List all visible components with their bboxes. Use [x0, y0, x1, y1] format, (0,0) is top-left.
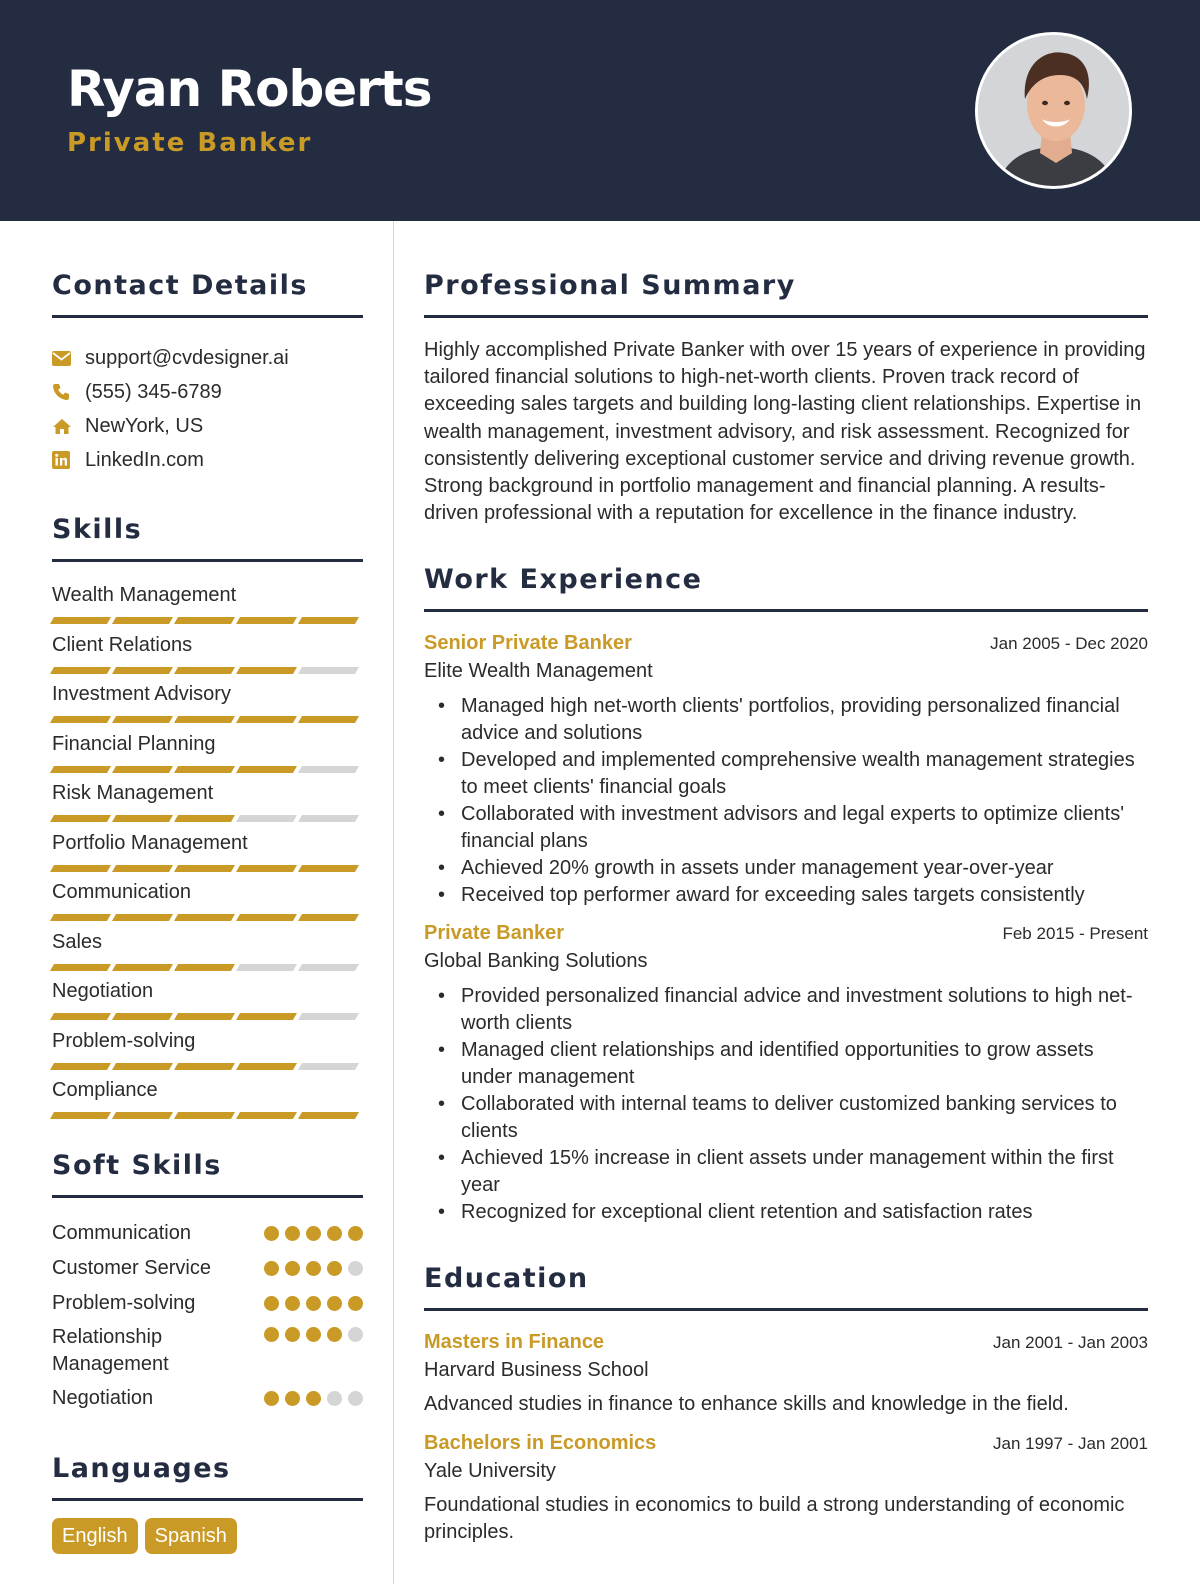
skill-level-segment	[298, 865, 359, 872]
job-bullet: • Collaborated with investment advisors and legal experts to optimize clients' financial plans	[424, 801, 1148, 855]
education-entry	[424, 1331, 1148, 1418]
languages-rule	[52, 1498, 363, 1501]
soft-skills-list	[52, 1216, 363, 1416]
contact-title: Contact Details	[52, 270, 308, 301]
rating-dot	[327, 1261, 342, 1276]
job-bullets	[424, 693, 1148, 909]
summary-section	[424, 270, 1148, 527]
contact-location-text: NewYork, US	[85, 414, 204, 437]
soft-skill-name: Problem-solving	[52, 1291, 196, 1314]
job-role: Private Banker	[424, 922, 565, 945]
rating-dot	[264, 1327, 279, 1342]
skill-level-segment	[236, 815, 297, 822]
skill-item	[52, 1076, 363, 1126]
soft-skill-row	[52, 1251, 363, 1286]
skill-level-segment	[112, 617, 173, 624]
education-school: Yale University	[424, 1460, 556, 1483]
education-degree: Bachelors in Economics	[424, 1432, 657, 1455]
education-title: Education	[424, 1263, 589, 1295]
left-column	[52, 270, 363, 1554]
soft-skill-rating	[264, 1327, 363, 1342]
skill-item	[52, 779, 363, 829]
rating-dot	[348, 1226, 363, 1241]
skill-level-segment	[174, 964, 235, 971]
skill-level-segment	[112, 815, 173, 822]
skill-level-segment	[112, 1063, 173, 1070]
education-rule	[424, 1308, 1148, 1311]
skill-level-bar	[52, 964, 363, 971]
soft-skills-title: Soft Skills	[52, 1149, 222, 1181]
resume-header	[0, 0, 1200, 221]
skill-level-bar	[52, 1063, 363, 1070]
skill-level-bar	[52, 914, 363, 921]
rating-dot	[285, 1261, 300, 1276]
languages-list	[52, 1518, 363, 1554]
rating-dot	[306, 1261, 321, 1276]
skill-level-segment	[236, 1013, 297, 1020]
skill-name: Compliance	[52, 1079, 158, 1101]
job-bullet: • Managed client relationships and identified opportunities to grow assets under management	[424, 1037, 1148, 1091]
soft-skill-rating	[264, 1226, 363, 1241]
contact-phone[interactable]	[52, 375, 363, 409]
skill-level-segment	[112, 914, 173, 921]
skill-level-segment	[112, 1112, 173, 1119]
languages-title: Languages	[52, 1452, 231, 1484]
column-divider	[393, 221, 394, 1584]
skill-level-segment	[50, 865, 111, 872]
soft-skill-row	[52, 1286, 363, 1321]
skill-level-segment	[174, 914, 235, 921]
skill-name: Negotiation	[52, 980, 154, 1002]
languages-section	[52, 1453, 363, 1554]
experience-rule	[424, 609, 1148, 612]
rating-dot	[264, 1226, 279, 1241]
job-entry	[424, 632, 1148, 909]
contact-phone-text: (555) 345-6789	[85, 380, 222, 403]
contact-email[interactable]	[52, 341, 363, 375]
skill-level-segment	[298, 815, 359, 822]
skill-item	[52, 878, 363, 928]
skill-level-segment	[174, 716, 235, 723]
skill-level-segment	[298, 914, 359, 921]
rating-dot	[306, 1226, 321, 1241]
candidate-title: Private Banker	[67, 128, 313, 158]
skill-level-bar	[52, 766, 363, 773]
skill-level-bar	[52, 716, 363, 723]
skill-level-segment	[236, 914, 297, 921]
skill-level-segment	[236, 667, 297, 674]
skill-level-segment	[174, 865, 235, 872]
envelope-icon	[52, 351, 85, 366]
skill-name: Risk Management	[52, 782, 214, 804]
skills-section	[52, 514, 363, 1126]
skill-level-segment	[50, 1063, 111, 1070]
skill-item	[52, 631, 363, 681]
rating-dot	[348, 1261, 363, 1276]
skill-name: Problem-solving	[52, 1029, 196, 1052]
skill-level-segment	[174, 617, 235, 624]
experience-section	[424, 564, 1148, 1226]
education-date: Jan 1997 - Jan 2001	[992, 1434, 1148, 1454]
soft-skill-rating	[264, 1261, 363, 1276]
job-role: Senior Private Banker	[424, 632, 632, 655]
job-bullet: • Managed high net-worth clients' portfolios, providing personalized financial advice and solutions	[424, 693, 1148, 747]
skill-level-bar	[52, 667, 363, 674]
skill-item	[52, 680, 363, 730]
skill-level-segment	[50, 716, 111, 723]
rating-dot	[327, 1296, 342, 1311]
soft-skill-name: Customer Service	[52, 1256, 211, 1279]
soft-skill-row	[52, 1321, 363, 1381]
skill-name: Sales	[52, 930, 103, 953]
job-bullet: • Provided personalized financial advice and investment solutions to high net-worth clients	[424, 983, 1148, 1037]
skill-level-segment	[236, 1063, 297, 1070]
rating-dot	[348, 1296, 363, 1311]
rating-dot	[285, 1226, 300, 1241]
candidate-name: Ryan Roberts	[67, 60, 432, 118]
rating-dot	[327, 1327, 342, 1342]
rating-dot	[306, 1327, 321, 1342]
skill-level-bar	[52, 617, 363, 624]
education-description: Advanced studies in finance to enhance skills and knowledge in the field.	[424, 1393, 1069, 1416]
education-section	[424, 1263, 1148, 1546]
summary-title: Professional Summary	[424, 270, 796, 301]
skill-item	[52, 581, 363, 631]
skill-level-bar	[52, 865, 363, 872]
skill-item	[52, 977, 363, 1027]
skill-level-segment	[298, 1112, 359, 1119]
job-bullets	[424, 983, 1148, 1226]
rating-dot	[264, 1261, 279, 1276]
job-bullet: • Achieved 15% increase in client assets under management within the first year	[424, 1145, 1148, 1199]
soft-skill-name: Communication	[52, 1221, 191, 1244]
skill-level-segment	[50, 1013, 111, 1020]
contact-location	[52, 409, 363, 443]
skill-level-segment	[236, 617, 297, 624]
rating-dot	[327, 1226, 342, 1241]
skill-level-segment	[112, 667, 173, 674]
soft-skill-row	[52, 1216, 363, 1251]
skill-level-segment	[112, 716, 173, 723]
skill-name: Financial Planning	[52, 732, 216, 755]
education-degree: Masters in Finance	[424, 1331, 605, 1354]
soft-skill-rating	[264, 1296, 363, 1311]
experience-title: Work Experience	[424, 564, 703, 596]
skill-level-segment	[174, 815, 235, 822]
job-company: Elite Wealth Management	[424, 660, 653, 683]
job-date: Jan 2005 - Dec 2020	[990, 634, 1148, 654]
summary-rule	[424, 315, 1148, 318]
skill-level-segment	[236, 1112, 297, 1119]
skill-level-segment	[298, 766, 359, 773]
soft-skill-rating	[264, 1391, 363, 1406]
skill-item	[52, 928, 363, 978]
skill-level-segment	[112, 964, 173, 971]
rating-dot	[327, 1391, 342, 1406]
skill-item	[52, 1027, 363, 1077]
skill-name: Wealth Management	[52, 584, 237, 606]
rating-dot	[285, 1296, 300, 1311]
language-badge: Spanish	[145, 1518, 237, 1554]
skill-level-segment	[112, 766, 173, 773]
soft-skills-section	[52, 1150, 363, 1416]
skill-level-bar	[52, 1112, 363, 1119]
skill-level-segment	[298, 667, 359, 674]
skill-level-segment	[50, 964, 111, 971]
education-date: Jan 2001 - Jan 2003	[992, 1333, 1148, 1353]
soft-skill-row	[52, 1381, 363, 1416]
skill-level-segment	[174, 1013, 235, 1020]
contact-section	[52, 270, 363, 477]
right-column	[424, 270, 1148, 1546]
skills-rule	[52, 559, 363, 562]
skill-level-segment	[298, 1013, 359, 1020]
skill-level-segment	[112, 865, 173, 872]
rating-dot	[285, 1327, 300, 1342]
rating-dot	[264, 1296, 279, 1311]
soft-skill-name: Relationship Management	[52, 1325, 169, 1375]
job-entry	[424, 922, 1148, 1226]
contact-email-text: support@cvdesigner.ai	[85, 346, 289, 369]
skill-level-segment	[174, 667, 235, 674]
person-portrait-icon	[975, 32, 1132, 189]
contact-linkedin[interactable]	[52, 443, 363, 477]
rating-dot	[348, 1327, 363, 1342]
skill-item	[52, 730, 363, 780]
job-bullet: • Developed and implemented comprehensive wealth management strategies to meet clients' financial goals	[424, 747, 1148, 801]
skill-level-segment	[50, 766, 111, 773]
rating-dot	[306, 1296, 321, 1311]
education-description: Foundational studies in economics to build a strong understanding of economic principles.	[424, 1494, 1125, 1544]
skill-level-segment	[298, 964, 359, 971]
linkedin-icon	[52, 451, 85, 469]
skill-item	[52, 829, 363, 879]
skill-name: Client Relations	[52, 633, 193, 656]
rating-dot	[285, 1391, 300, 1406]
skill-name: Portfolio Management	[52, 831, 248, 854]
soft-skills-rule	[52, 1195, 363, 1198]
summary-text: Highly accomplished Private Banker with over 15 years of experience in providing tailored financial solutions to high-net-worth clients. Proven track record of exceeding sales targets and building long-lasting client relationships. Expertise in wealth management, investment advisory, and risk assessment. Recognized for consistently delivering exceptional customer service and driving revenue growth. Strong background in portfolio management and financial planning. A results-driven professional with a reputation for excellence in the finance industry.	[424, 339, 1146, 525]
rating-dot	[348, 1391, 363, 1406]
skill-level-bar	[52, 1013, 363, 1020]
skill-level-segment	[298, 1063, 359, 1070]
skill-name: Investment Advisory	[52, 683, 231, 705]
skill-level-segment	[50, 815, 111, 822]
skills-list	[52, 581, 363, 1126]
home-icon	[52, 418, 85, 435]
skill-level-segment	[174, 766, 235, 773]
contact-linkedin-text: LinkedIn.com	[85, 448, 204, 471]
phone-icon	[52, 383, 85, 401]
rating-dot	[264, 1391, 279, 1406]
skill-level-segment	[174, 1112, 235, 1119]
skill-level-segment	[50, 617, 111, 624]
education-school: Harvard Business School	[424, 1359, 649, 1382]
skill-level-segment	[174, 1063, 235, 1070]
skill-level-segment	[50, 914, 111, 921]
skill-level-segment	[236, 716, 297, 723]
job-bullet: • Recognized for exceptional client retention and satisfaction rates	[424, 1199, 1148, 1226]
skill-level-segment	[236, 964, 297, 971]
job-bullet: • Collaborated with internal teams to deliver customized banking services to clients	[424, 1091, 1148, 1145]
skill-level-bar	[52, 815, 363, 822]
contact-rule	[52, 315, 363, 318]
job-company: Global Banking Solutions	[424, 950, 648, 973]
language-badge: English	[52, 1518, 138, 1554]
skill-level-segment	[298, 716, 359, 723]
soft-skill-name: Negotiation	[52, 1386, 154, 1409]
education-entry	[424, 1432, 1148, 1546]
skill-level-segment	[236, 766, 297, 773]
job-date: Feb 2015 - Present	[1002, 924, 1148, 944]
skill-level-segment	[236, 865, 297, 872]
skill-level-segment	[50, 1112, 111, 1119]
skill-name: Communication	[52, 881, 191, 903]
job-bullet: • Achieved 20% growth in assets under management year-over-year	[424, 855, 1148, 882]
skill-level-segment	[298, 617, 359, 624]
skill-level-segment	[112, 1013, 173, 1020]
job-bullet: • Received top performer award for exceeding sales targets consistently	[424, 882, 1148, 909]
rating-dot	[306, 1391, 321, 1406]
skills-title: Skills	[52, 514, 143, 545]
skill-level-segment	[50, 667, 111, 674]
